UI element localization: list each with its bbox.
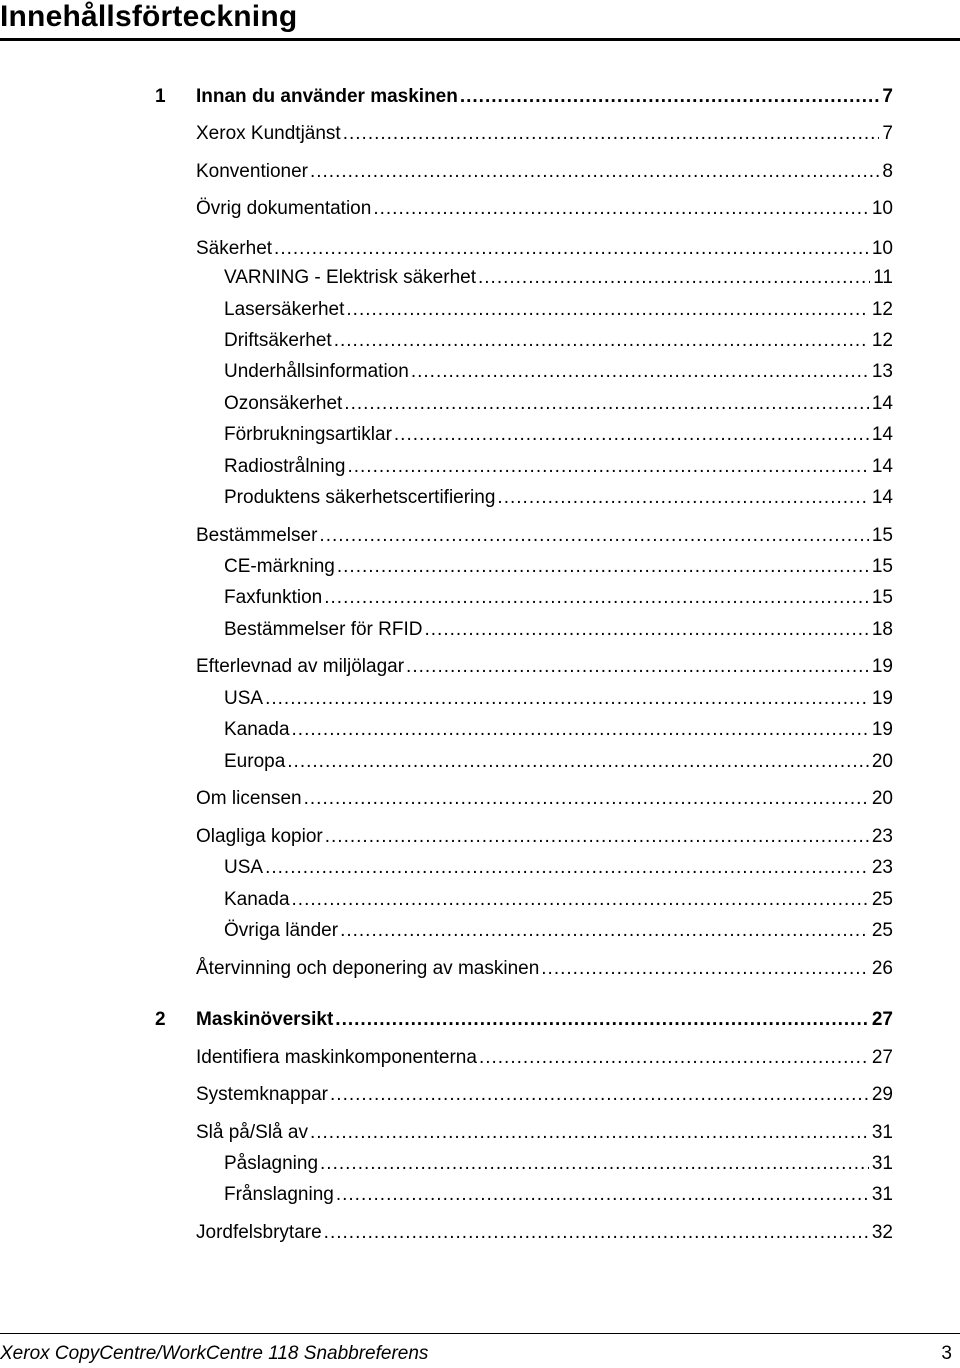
toc-entry[interactable] <box>224 328 893 354</box>
toc-entry[interactable] <box>196 1082 893 1108</box>
toc-entry-label: USA <box>224 857 264 878</box>
toc-entry[interactable] <box>196 654 893 680</box>
dot-leader <box>479 1045 869 1071</box>
footer-page-number: 3 <box>941 1343 952 1364</box>
dot-leader <box>330 1082 869 1108</box>
toc-entry-label: Produktens säkerhetscertifiering <box>224 487 496 508</box>
toc-entry-label: VARNING - Elektrisk säkerhet <box>224 267 476 288</box>
dot-leader <box>274 236 869 262</box>
toc-page-number: 31 <box>871 1122 893 1143</box>
dot-leader <box>292 717 869 743</box>
toc-page-number: 10 <box>871 238 893 259</box>
toc-page-number: 15 <box>871 556 893 577</box>
toc-entry[interactable] <box>224 918 893 944</box>
toc-page-number: 27 <box>871 1009 893 1030</box>
toc-page-number: 23 <box>871 826 893 847</box>
dot-leader <box>497 485 868 511</box>
dot-leader <box>310 1120 869 1146</box>
dot-leader <box>346 297 868 323</box>
toc-entry[interactable] <box>224 422 893 448</box>
toc-page-number: 23 <box>871 857 893 878</box>
toc-entry-label: Xerox Kundtjänst <box>196 123 341 144</box>
toc-page-number: 12 <box>871 330 893 351</box>
toc-page-number: 14 <box>871 487 893 508</box>
toc-entry[interactable] <box>224 749 893 775</box>
dot-leader <box>460 84 880 110</box>
dot-leader <box>406 654 869 680</box>
dot-leader <box>337 554 869 580</box>
toc-entry[interactable] <box>196 786 893 812</box>
toc-entry-label: Olagliga kopior <box>196 826 323 847</box>
toc-entry[interactable] <box>196 824 893 850</box>
dot-leader <box>478 265 870 291</box>
toc-page-number: 11 <box>873 267 893 288</box>
page-title: Innehållsförteckning <box>0 0 298 33</box>
toc-entry[interactable] <box>224 717 893 743</box>
toc-entry-label: Frånslagning <box>224 1184 334 1205</box>
toc-page-number: 19 <box>871 656 893 677</box>
dot-leader <box>310 159 879 185</box>
toc-page-number: 18 <box>871 619 893 640</box>
dot-leader <box>336 1182 869 1208</box>
toc-page-number: 14 <box>871 393 893 414</box>
toc-page-number: 15 <box>871 525 893 546</box>
toc-entry-label: Konventioner <box>196 161 308 182</box>
toc-page-number: 19 <box>871 719 893 740</box>
toc-entry-label: Bestämmelser <box>196 525 318 546</box>
dot-leader <box>304 786 869 812</box>
dot-leader <box>424 617 868 643</box>
toc-entry[interactable] <box>155 84 893 110</box>
toc-entry-label: Återvinning och deponering av maskinen <box>196 958 540 979</box>
toc-entry[interactable] <box>196 196 893 222</box>
toc-entry-label: USA <box>224 688 264 709</box>
toc-entry[interactable] <box>196 1220 893 1246</box>
toc-entry[interactable] <box>224 1182 893 1208</box>
dot-leader <box>325 824 869 850</box>
toc-entry-label: Bestämmelser för RFID <box>224 619 423 640</box>
toc-page-number: 26 <box>871 958 893 979</box>
toc-page-number: 19 <box>871 688 893 709</box>
toc-entry[interactable] <box>224 585 893 611</box>
toc-entry-label: Kanada <box>224 889 290 910</box>
toc-entry[interactable] <box>224 617 893 643</box>
dot-leader <box>343 121 880 147</box>
toc-page-number: 14 <box>871 456 893 477</box>
toc-page-number: 15 <box>871 587 893 608</box>
toc-entry-label: Övriga länder <box>224 920 339 941</box>
toc-entry[interactable] <box>196 121 893 147</box>
toc-entry-label: Lasersäkerhet <box>224 299 345 320</box>
toc-entry-label: Maskinöversikt <box>196 1009 334 1030</box>
toc-entry[interactable] <box>224 391 893 417</box>
toc-entry-label: Europa <box>224 751 286 772</box>
toc-chapter-number: 2 <box>155 1009 166 1030</box>
dot-leader <box>265 686 869 712</box>
toc-page-number: 7 <box>882 86 893 107</box>
dot-leader <box>335 1007 869 1033</box>
toc-entry-label: Underhållsinformation <box>224 361 409 382</box>
toc-entry-label: CE-märkning <box>224 556 335 577</box>
toc-entry-label: Efterlevnad av miljölagar <box>196 656 405 677</box>
dot-leader <box>344 391 869 417</box>
toc-entry[interactable] <box>224 454 893 480</box>
toc-entry-label: Förbrukningsartiklar <box>224 424 392 445</box>
toc-page-number: 12 <box>871 299 893 320</box>
toc-page-number: 25 <box>871 889 893 910</box>
toc-page-number: 8 <box>882 161 893 182</box>
toc-entry-label: Radiostrålning <box>224 456 346 477</box>
dot-leader <box>292 887 869 913</box>
toc-entry-label: Kanada <box>224 719 290 740</box>
dot-leader <box>340 918 869 944</box>
toc-entry[interactable] <box>196 159 893 185</box>
dot-leader <box>334 328 869 354</box>
dot-leader <box>347 454 868 480</box>
toc-entry[interactable] <box>224 485 893 511</box>
dot-leader <box>373 196 869 222</box>
toc-entry-label: Innan du använder maskinen <box>196 86 458 107</box>
toc-entry[interactable] <box>224 265 893 291</box>
toc-entry-label: Jordfelsbrytare <box>196 1222 322 1243</box>
toc-entry[interactable] <box>196 236 893 262</box>
toc-page-number: 29 <box>871 1084 893 1105</box>
toc-entry[interactable] <box>224 686 893 712</box>
dot-leader <box>411 359 869 385</box>
toc-entry[interactable] <box>224 297 893 323</box>
toc-entry[interactable] <box>196 1045 893 1071</box>
toc-entry[interactable] <box>155 1007 893 1033</box>
toc-page-number: 20 <box>871 788 893 809</box>
toc-entry[interactable] <box>196 1120 893 1146</box>
toc-entry-label: Om licensen <box>196 788 302 809</box>
dot-leader <box>265 855 869 881</box>
toc-page-number: 14 <box>871 424 893 445</box>
dot-leader <box>324 585 869 611</box>
toc-entry[interactable] <box>224 554 893 580</box>
toc-page-number: 13 <box>871 361 893 382</box>
toc-page-number: 7 <box>882 123 893 144</box>
toc-entry-label: Systemknappar <box>196 1084 329 1105</box>
toc-entry[interactable] <box>196 956 893 982</box>
footer-document-title: Xerox CopyCentre/WorkCentre 118 Snabbreferens <box>0 1343 429 1364</box>
toc-entry-label: Faxfunktion <box>224 587 323 608</box>
toc-page-number: 27 <box>871 1047 893 1068</box>
dot-leader <box>320 1151 869 1177</box>
toc-chapter-number: 1 <box>155 86 166 107</box>
dot-leader <box>541 956 869 982</box>
toc-entry-label: Driftsäkerhet <box>224 330 332 351</box>
toc-entry-label: Slå på/Slå av <box>196 1122 308 1143</box>
toc-entry-label: Påslagning <box>224 1153 319 1174</box>
dot-leader <box>324 1220 869 1246</box>
dot-leader <box>287 749 869 775</box>
toc-entry[interactable] <box>224 359 893 385</box>
toc-page-number: 31 <box>871 1153 893 1174</box>
toc-entry-label: Säkerhet <box>196 238 273 259</box>
toc-entry[interactable] <box>224 855 893 881</box>
toc-entry-label: Identifiera maskinkomponenterna <box>196 1047 477 1068</box>
dot-leader <box>319 523 868 549</box>
dot-leader <box>394 422 869 448</box>
toc-page-number: 25 <box>871 920 893 941</box>
toc-page-number: 20 <box>871 751 893 772</box>
toc-entry[interactable] <box>224 887 893 913</box>
toc-page-number: 10 <box>871 198 893 219</box>
toc-entry[interactable] <box>224 1151 893 1177</box>
toc-entry[interactable] <box>196 523 893 549</box>
toc-page-number: 32 <box>871 1222 893 1243</box>
toc-entry-label: Ozonsäkerhet <box>224 393 343 414</box>
toc-entry-label: Övrig dokumentation <box>196 198 372 219</box>
footer-rule <box>0 1333 960 1334</box>
toc-page-number: 31 <box>871 1184 893 1205</box>
